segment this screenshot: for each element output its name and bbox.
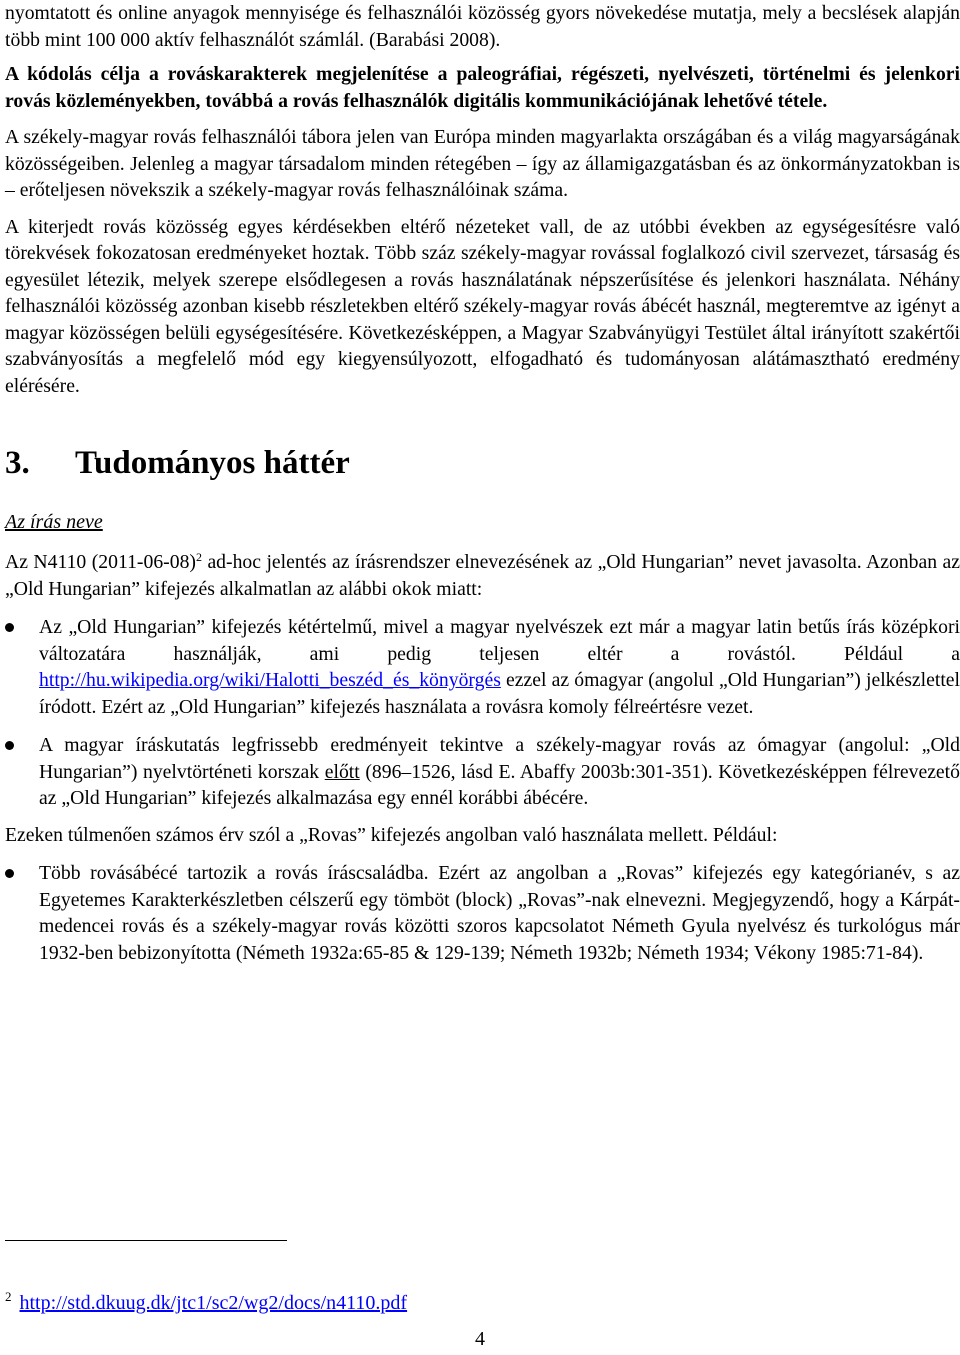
- section-title: Tudományos háttér: [75, 445, 350, 481]
- paragraph-2-bold: A kódolás célja a rováskarakterek megjelenítése a paleográfiai, régészeti, nyelvészeti, történelmi és jelenkori rovás közleményekben, továbbá a rovás felhasználók digitális kommunikációjának lehetővé tétele.: [5, 63, 960, 112]
- paragraph-3: A székely-magyar rovás felhasználói tábora jelen van Európa minden magyarlakta országában és a világ magyarságának közösségeiben. Jelenleg a magyar társadalom minden rétegében – így az államigazgatásban és az önkormányzatokban is – erőteljesen növekszik a székely-magyar rovás felhasználóinak száma.: [5, 126, 960, 201]
- bullet-icon: [5, 623, 14, 632]
- bullet-2-text-end: (896–1526, lásd E. Abaffy 2003b:301-351). Következésképpen félrevezető az „Old Hungarian” kifejezés alkalmazása egy ennél korábbi ábécére.: [39, 760, 960, 809]
- bullet-icon: [5, 741, 14, 750]
- bullet-3-text: Több rovásábécé tartozik a rovás íráscsaládba. Ezért az angolban a „Rovas” kifejezés egy kategórianév, s az Egyetemes Karakterkészletben célszerű egy tömböt (block) „Rovas”-nak elnevezni. Megjegyzendő, hogy a Kárpát-medencei rovás és a székely-magyar rovás közötti szoros kapcsolatot Németh Gyula nyelvész és turkológus már 1932-ben bebizonyította (Németh 1932a:65-85 & 129-139; Németh 1932b; Németh 1934; Vékony 1985:71-84).: [39, 862, 960, 964]
- page-number: 4: [475, 1328, 485, 1350]
- footnote-divider: [5, 1240, 287, 1241]
- list-item: [5, 860, 960, 966]
- bullet-list-1: [5, 614, 960, 812]
- bullet-list-2: [5, 860, 960, 966]
- list-item: [5, 732, 960, 812]
- footnote: [5, 1290, 407, 1316]
- section-heading: [5, 443, 960, 483]
- underlined-word: előtt: [324, 760, 360, 783]
- intro-paragraph: [5, 549, 960, 602]
- bullet-1-text-end: ezzel az ómagyar (angolul „Old Hungarian”) jelkészlettel íródott. Ezért az „Old Hungarian” kifejezés használata a rovásra komoly félreértésre vezet.: [39, 669, 960, 718]
- section-number: 3.: [5, 445, 30, 481]
- document-page: [5, 0, 960, 978]
- bullet-icon: [5, 869, 14, 878]
- list-item: [5, 614, 960, 720]
- bullet-2-text-start: A magyar íráskutatás legfrissebb eredményeit tekintve a székely-magyar rovás az ómagyar (angolul: „Old Hungarian”) nyelvtörténeti korszak: [39, 734, 960, 783]
- rovas-paragraph: Ezeken túlmenően számos érv szól a „Rovas” kifejezés angolban való használata mellett. Például:: [5, 823, 778, 846]
- footnote-link[interactable]: http://std.dkuug.dk/jtc1/sc2/wg2/docs/n4110.pdf: [19, 1292, 408, 1314]
- footnote-reference[interactable]: 2: [195, 550, 202, 564]
- paragraph-4: A kiterjedt rovás közösség egyes kérdésekben eltérő nézeteket vall, de az utóbbi években az egységesítésre való törekvések fokozatosan eredményeket hoztak. Több száz székely-magyar rovással foglalkozó civil szervezet, társaság és egyesület létezik, melyek szerepe elsődlegesen a rovás használatának népszerűsítése és jelenkori használata. Néhány felhasználói közösség azonban kisebb részletekben eltérő székely-magyar rovás ábécét használ, megteremtve az igényt a magyar közösségen belüli egységesítésére. Következésképpen, a Magyar Szabványügyi Testület által irányított szakértői szabványosítás a megfelelő mód egy kiegyensúlyozott, elfogadható és tudományosan alátámasztható eredmény elérésére.: [5, 215, 960, 397]
- intro-text-start: Az N4110 (2011-06-08): [5, 551, 196, 573]
- paragraph-1: nyomtatott és online anyagok mennyisége és felhasználói közösség gyors növekedése mutatja, mely a becslések alapján több mint 100 000 aktív felhasználót számlál. (Barabási 2008).: [5, 2, 960, 51]
- wikipedia-link[interactable]: http://hu.wikipedia.org/wiki/Halotti_beszéd_és_könyörgés: [39, 669, 501, 691]
- intro-text-end: ad-hoc jelentés az írásrendszer elnevezésének az „Old Hungarian” nevet javasolta. Azonban az „Old Hungarian” kifejezés alkalmatlan az alábbi okok miatt:: [5, 551, 960, 600]
- bullet-1-text-start: Az „Old Hungarian” kifejezés kétértelmű, mivel a magyar nyelvészek ezt már a magyar latin betűs írás középkori változatára használják, ami pedig teljesen eltér a rovástól. Például a: [39, 616, 960, 665]
- subheading: Az írás neve: [5, 511, 103, 533]
- footnote-marker: 2: [5, 1289, 12, 1304]
